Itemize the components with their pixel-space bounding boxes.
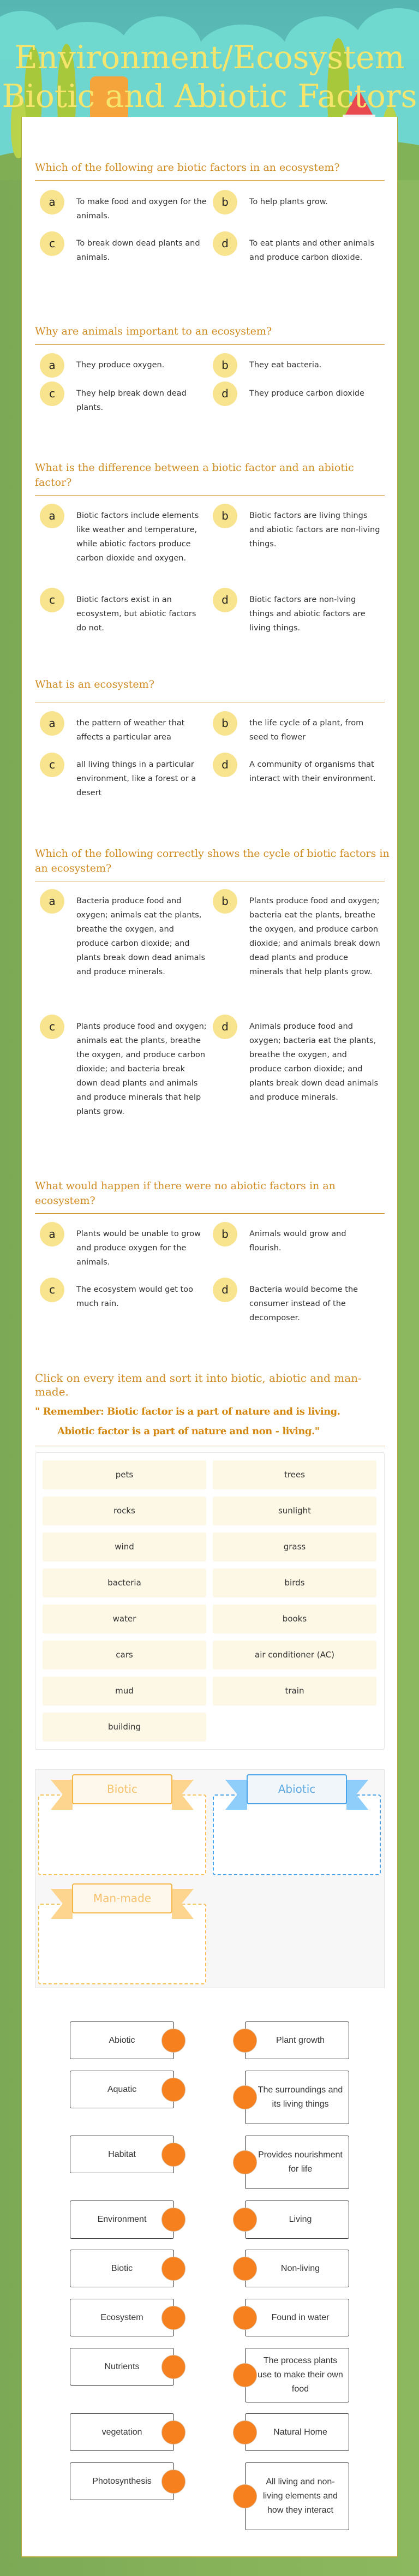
- connector-dot-right[interactable]: [233, 2150, 257, 2174]
- match-right-item[interactable]: The process plants use to make their own food: [245, 2348, 349, 2402]
- question-title: Which of the following are biotic factors in an ecosystem?: [35, 162, 340, 174]
- option-text[interactable]: To make food and oxygen for the animals.: [76, 198, 207, 220]
- match-left-item[interactable]: Habitat: [70, 2136, 174, 2173]
- connector-dot-left[interactable]: [161, 2208, 185, 2232]
- sort-item[interactable]: air conditioner (AC): [213, 1641, 376, 1669]
- question-title: What is the difference between a biotic factor and an abiotic factor?: [35, 462, 354, 488]
- connector-dot-right[interactable]: [233, 2363, 257, 2387]
- page-title: [0, 38, 419, 116]
- option-text[interactable]: Biotic factors are living things and abiotic factors are non-living things.: [249, 511, 380, 548]
- match-left-item[interactable]: Photosynthesis: [70, 2462, 174, 2500]
- option-letter-a[interactable]: a: [40, 190, 64, 214]
- connector-dot-left[interactable]: [161, 2078, 185, 2102]
- sort-item[interactable]: rocks: [43, 1496, 206, 1525]
- divider: [35, 1213, 385, 1214]
- divider: [35, 180, 385, 181]
- option-letter-d[interactable]: d: [213, 231, 237, 256]
- connector-dot-left[interactable]: [161, 2143, 185, 2167]
- remember-line-1: " Remember: Biotic factor is a part of nature and is living.: [35, 1406, 340, 1417]
- sort-item[interactable]: trees: [213, 1460, 376, 1489]
- sort-item[interactable]: birds: [213, 1569, 376, 1597]
- connector-dot-right[interactable]: [233, 2420, 257, 2444]
- sort-item[interactable]: building: [43, 1713, 206, 1742]
- option-text[interactable]: Biotic factors are non-lving things and abiotic factors are living things.: [249, 595, 366, 633]
- match-left-item[interactable]: Biotic: [70, 2250, 174, 2287]
- option-letter-b[interactable]: b: [213, 1222, 237, 1247]
- connector-dot-right[interactable]: [233, 2257, 257, 2281]
- connector-dot-left[interactable]: [161, 2470, 185, 2494]
- match-right-item[interactable]: The surroundings and its living things: [245, 2071, 349, 2124]
- option-letter-a[interactable]: a: [40, 353, 64, 378]
- match-left-item[interactable]: Abiotic: [70, 2022, 174, 2059]
- option-text[interactable]: The ecosystem would get too much rain.: [76, 1285, 193, 1308]
- option-text[interactable]: Biotic factors exist in an ecosystem, but abiotic factors do not.: [76, 595, 196, 633]
- option-letter-c[interactable]: c: [40, 231, 64, 256]
- option-letter-a[interactable]: a: [40, 1222, 64, 1247]
- match-right-item[interactable]: Living: [245, 2201, 349, 2239]
- question-title: What would happen if there were no abiotic factors in an ecosystem?: [35, 1180, 336, 1207]
- option-text[interactable]: Biotic factors include elements like weather and temperature, while abiotic factors produce carbon dioxide and oxygen.: [76, 511, 199, 563]
- option-text[interactable]: Plants produce food and oxygen; animals eat the plants, breathe the oxygen, and produce carbon dioxide; and bacteria break down dead plants and animals and produce minerals that help plants grow.: [76, 1022, 207, 1116]
- divider: [35, 495, 385, 496]
- question-title: Why are animals important to an ecosystem?: [35, 325, 272, 337]
- option-text[interactable]: all living things in a particular environment, like a forest or a desert: [76, 760, 196, 797]
- option-text[interactable]: Plants would be unable to grow and produce oxygen for the animals.: [76, 1230, 201, 1267]
- option-text[interactable]: Animals produce food and oxygen; bacteria eat the plants, breathe the oxygen, and produce carbon dioxide; and plants break down dead animals and produce minerals.: [249, 1022, 379, 1102]
- option-text[interactable]: Bacteria produce food and oxygen; animals eat the plants, breathe the oxygen, and produce carbon dioxide; and plants break down dead animals and produce minerals.: [76, 897, 206, 976]
- title-line-1: Environment/Ecosystem: [14, 39, 405, 76]
- sort-item[interactable]: grass: [213, 1533, 376, 1561]
- match-left-item[interactable]: vegetation: [70, 2413, 174, 2451]
- option-letter-d[interactable]: d: [213, 753, 237, 777]
- option-letter-a[interactable]: a: [40, 504, 64, 528]
- sort-item[interactable]: water: [43, 1605, 206, 1633]
- connector-dot-left[interactable]: [161, 2029, 185, 2053]
- option-text[interactable]: They eat bacteria.: [249, 361, 322, 369]
- option-letter-c[interactable]: c: [40, 1015, 64, 1039]
- sort-item[interactable]: bacteria: [43, 1569, 206, 1597]
- option-text[interactable]: To help plants grow.: [249, 198, 328, 206]
- option-text[interactable]: Animals would grow and flourish.: [249, 1230, 346, 1253]
- option-text[interactable]: They help break down dead plants.: [76, 389, 187, 412]
- category-label-man-made: Man-made: [72, 1883, 172, 1913]
- connector-dot-right[interactable]: [233, 2085, 257, 2109]
- option-letter-b[interactable]: b: [213, 190, 237, 214]
- option-letter-b[interactable]: b: [213, 889, 237, 914]
- match-right-item[interactable]: Plant growth: [245, 2022, 349, 2059]
- match-left-item[interactable]: Ecosystem: [70, 2299, 174, 2336]
- match-left-item[interactable]: Aquatic: [70, 2071, 174, 2108]
- remember-line-2: Abiotic factor is a part of nature and non - living.": [57, 1426, 320, 1437]
- sort-item[interactable]: wind: [43, 1533, 206, 1561]
- option-text[interactable]: Plants produce food and oxygen; bacteria eat the plants, breathe the oxygen, and produce carbon dioxide; and animals break down dead plants and produce minerals that help plants grow.: [249, 897, 380, 976]
- connector-dot-right[interactable]: [233, 2208, 257, 2232]
- option-letter-c[interactable]: c: [40, 1278, 64, 1302]
- option-letter-d[interactable]: d: [213, 1015, 237, 1039]
- match-left-item[interactable]: Environment: [70, 2201, 174, 2239]
- category-label-biotic: Biotic: [72, 1774, 172, 1804]
- title-line-2: Biotic and Abiotic Factors: [2, 77, 417, 115]
- option-text[interactable]: To eat plants and other animals and produce carbon dioxide.: [249, 239, 374, 262]
- connector-dot-right[interactable]: [233, 2029, 257, 2053]
- match-right-item[interactable]: Found in water: [245, 2299, 349, 2336]
- connector-dot-left[interactable]: [161, 2420, 185, 2444]
- sort-item[interactable]: pets: [43, 1460, 206, 1489]
- option-text[interactable]: the pattern of weather that affects a particular area: [76, 719, 185, 742]
- divider: [35, 344, 385, 345]
- option-letter-c[interactable]: c: [40, 588, 64, 612]
- match-right-item[interactable]: Natural Home: [245, 2413, 349, 2451]
- option-letter-b[interactable]: b: [213, 504, 237, 528]
- option-letter-d[interactable]: d: [213, 588, 237, 612]
- connector-dot-left[interactable]: [161, 2257, 185, 2281]
- sort-item[interactable]: train: [213, 1677, 376, 1706]
- option-text[interactable]: To break down dead plants and animals.: [76, 239, 200, 262]
- option-letter-a[interactable]: a: [40, 889, 64, 914]
- option-text[interactable]: They produce oxygen.: [76, 361, 165, 369]
- option-text[interactable]: Bacteria would become the consumer instead of the decomposer.: [249, 1285, 358, 1322]
- match-right-item[interactable]: Provides nourishment for life: [245, 2136, 349, 2189]
- sort-item[interactable]: books: [213, 1605, 376, 1633]
- match-right-item[interactable]: Non-living: [245, 2250, 349, 2287]
- sort-item[interactable]: cars: [43, 1641, 206, 1669]
- connector-dot-left[interactable]: [161, 2355, 185, 2379]
- connector-dot-right[interactable]: [233, 2484, 257, 2508]
- question-title: What is an ecosystem?: [35, 678, 154, 690]
- option-text[interactable]: They produce carbon dioxide: [249, 389, 364, 398]
- connector-dot-left[interactable]: [161, 2306, 185, 2330]
- match-right-item[interactable]: All living and non-living elements and how they interact: [245, 2462, 349, 2530]
- connector-dot-right[interactable]: [233, 2306, 257, 2330]
- option-letter-d[interactable]: d: [213, 381, 237, 406]
- option-letter-b[interactable]: b: [213, 353, 237, 378]
- option-letter-b[interactable]: b: [213, 711, 237, 736]
- sort-item[interactable]: sunlight: [213, 1496, 376, 1525]
- option-letter-a[interactable]: a: [40, 711, 64, 736]
- sort-item[interactable]: mud: [43, 1677, 206, 1706]
- category-label-abiotic: Abiotic: [247, 1774, 347, 1804]
- option-text[interactable]: the life cycle of a plant, from seed to flower: [249, 719, 364, 742]
- option-letter-d[interactable]: d: [213, 1278, 237, 1302]
- sorting-title: Click on every item and sort it into biotic, abiotic and man-made.: [35, 1372, 362, 1398]
- option-letter-c[interactable]: c: [40, 753, 64, 777]
- option-text[interactable]: A community of organisms that interact with their environment.: [249, 760, 376, 783]
- option-letter-c[interactable]: c: [40, 381, 64, 406]
- question-title: Which of the following correctly shows the cycle of biotic factors in an ecosystem?: [35, 848, 390, 874]
- match-left-item[interactable]: Nutrients: [70, 2348, 174, 2386]
